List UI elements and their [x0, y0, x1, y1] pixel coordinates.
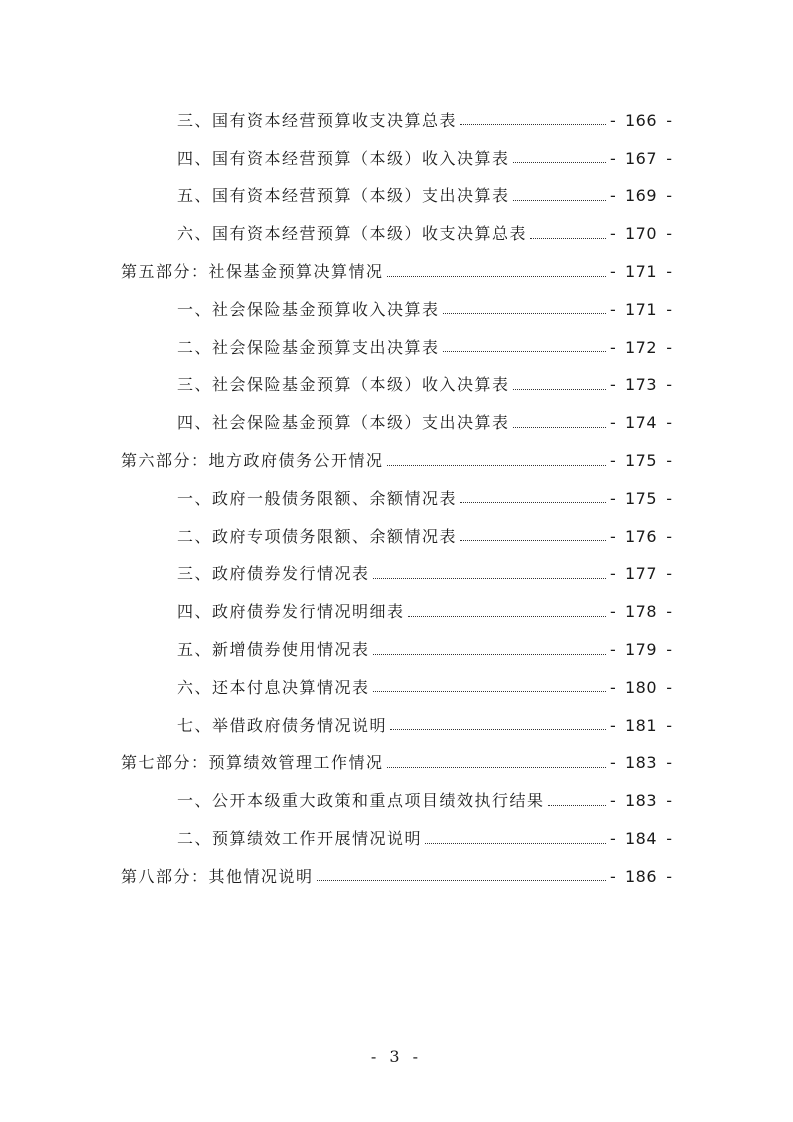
- toc-entry-page: - 175 -: [610, 451, 672, 471]
- toc-section-entry[interactable]: [0, 782, 793, 820]
- toc-section-entry[interactable]: [0, 480, 793, 518]
- toc-section-entry[interactable]: [0, 329, 793, 367]
- toc-entry-title: 一、政府一般债务限额、余额情况表: [177, 488, 458, 508]
- toc-entry-page-number: 180: [624, 677, 658, 697]
- toc-dot-leader: [373, 691, 606, 692]
- toc-entry-title: 六、还本付息决算情况表: [177, 677, 370, 697]
- toc-entry-page-number: 174: [624, 413, 658, 433]
- toc-entry-title: 一、社会保险基金预算收入决算表: [177, 299, 440, 319]
- toc-section-entry[interactable]: [0, 518, 793, 556]
- toc-section-entry[interactable]: [0, 215, 793, 253]
- toc-entry-page-number: 166: [624, 110, 658, 130]
- toc-entry-page-number: 169: [624, 186, 658, 206]
- toc-dot-leader: [408, 616, 606, 617]
- toc-entry-page: - 179 -: [610, 640, 672, 660]
- toc-entry-page: - 181 -: [610, 715, 672, 735]
- toc-entry-page: - 176 -: [610, 526, 672, 546]
- toc-section-entry[interactable]: [0, 102, 793, 140]
- toc-entry-title: 二、预算绩效工作开展情况说明: [177, 829, 423, 849]
- toc-entry-title: 一、公开本级重大政策和重点项目绩效执行结果: [177, 791, 545, 811]
- toc-dot-leader: [513, 200, 606, 201]
- toc-entry-page-number: 175: [624, 451, 658, 471]
- toc-part-entry[interactable]: [0, 442, 793, 480]
- toc-section-entry[interactable]: [0, 291, 793, 329]
- toc-entry-title: 三、国有资本经营预算收支决算总表: [177, 110, 458, 130]
- toc-entry-title: 三、政府债券发行情况表: [177, 564, 370, 584]
- toc-section-entry[interactable]: [0, 669, 793, 707]
- toc-dot-leader: [513, 162, 606, 163]
- toc-dot-leader: [513, 427, 606, 428]
- toc-section-entry[interactable]: [0, 404, 793, 442]
- toc-entry-page-number: 183: [624, 791, 658, 811]
- toc-entry-title: 四、国有资本经营预算（本级）收入决算表: [177, 148, 510, 168]
- toc-entry-page: - 177 -: [610, 564, 672, 584]
- toc-entry-page-number: 171: [624, 299, 658, 319]
- toc-entry-page: - 171 -: [610, 299, 672, 319]
- toc-entry-title: 第五部分：社保基金预算决算情况: [121, 262, 384, 282]
- toc-part-entry[interactable]: [0, 858, 793, 896]
- toc-section-entry[interactable]: [0, 178, 793, 216]
- toc-entry-title: 第八部分：其他情况说明: [121, 866, 314, 886]
- toc-entry-page: - 183 -: [610, 791, 672, 811]
- toc-entry-page: - 184 -: [610, 829, 672, 849]
- toc-entry-title: 二、社会保险基金预算支出决算表: [177, 337, 440, 357]
- toc-entry-page-number: 184: [624, 829, 658, 849]
- toc-dot-leader: [373, 578, 606, 579]
- toc-section-entry[interactable]: [0, 556, 793, 594]
- toc-entry-page-number: 172: [624, 337, 658, 357]
- toc-entry-title: 五、新增债券使用情况表: [177, 640, 370, 660]
- toc-entry-page-number: 167: [624, 148, 658, 168]
- toc-part-entry[interactable]: [0, 253, 793, 291]
- toc-entry-page: - 186 -: [610, 866, 672, 886]
- toc-entry-title: 四、社会保险基金预算（本级）支出决算表: [177, 413, 510, 433]
- toc-dot-leader: [530, 238, 606, 239]
- toc-entry-page-number: 175: [624, 488, 658, 508]
- table-of-contents: [0, 102, 793, 896]
- toc-entry-title: 五、国有资本经营预算（本级）支出决算表: [177, 186, 510, 206]
- toc-entry-page: - 170 -: [610, 224, 672, 244]
- toc-entry-page-number: 177: [624, 564, 658, 584]
- toc-entry-page-number: 181: [624, 715, 658, 735]
- toc-entry-page: - 166 -: [610, 110, 672, 130]
- toc-entry-title: 第七部分：预算绩效管理工作情况: [121, 753, 384, 773]
- toc-entry-page: - 183 -: [610, 753, 672, 773]
- toc-dot-leader: [513, 389, 606, 390]
- toc-entry-page-number: 183: [624, 753, 658, 773]
- toc-entry-page-number: 178: [624, 602, 658, 622]
- toc-dot-leader: [317, 880, 606, 881]
- toc-section-entry[interactable]: [0, 593, 793, 631]
- toc-entry-title: 第六部分：地方政府债务公开情况: [121, 451, 384, 471]
- toc-dot-leader: [387, 767, 606, 768]
- toc-section-entry[interactable]: [0, 140, 793, 178]
- toc-entry-page-number: 186: [624, 866, 658, 886]
- toc-entry-page-number: 173: [624, 375, 658, 395]
- toc-entry-page: - 175 -: [610, 488, 672, 508]
- toc-dot-leader: [425, 843, 606, 844]
- toc-entry-title: 四、政府债券发行情况明细表: [177, 602, 405, 622]
- toc-entry-title: 二、政府专项债务限额、余额情况表: [177, 526, 458, 546]
- page-number: - 3 -: [370, 1047, 423, 1066]
- toc-part-entry[interactable]: [0, 745, 793, 783]
- toc-entry-page: - 169 -: [610, 186, 672, 206]
- toc-section-entry[interactable]: [0, 631, 793, 669]
- toc-entry-page-number: 171: [624, 262, 658, 282]
- toc-entry-page: - 178 -: [610, 602, 672, 622]
- toc-entry-page-number: 170: [624, 224, 658, 244]
- toc-dot-leader: [373, 654, 606, 655]
- toc-dot-leader: [387, 276, 606, 277]
- toc-entry-page: - 174 -: [610, 413, 672, 433]
- toc-dot-leader: [387, 465, 606, 466]
- toc-entry-title: 六、国有资本经营预算（本级）收支决算总表: [177, 224, 528, 244]
- toc-dot-leader: [443, 351, 606, 352]
- toc-entry-page-number: 176: [624, 526, 658, 546]
- toc-entry-title: 三、社会保险基金预算（本级）收入决算表: [177, 375, 510, 395]
- toc-section-entry[interactable]: [0, 820, 793, 858]
- toc-section-entry[interactable]: [0, 367, 793, 405]
- toc-dot-leader: [443, 313, 606, 314]
- toc-section-entry[interactable]: [0, 707, 793, 745]
- toc-entry-page: - 173 -: [610, 375, 672, 395]
- toc-entry-page: - 171 -: [610, 262, 672, 282]
- toc-dot-leader: [460, 502, 606, 503]
- toc-entry-title: 七、举借政府债务情况说明: [177, 715, 388, 735]
- toc-dot-leader: [548, 805, 606, 806]
- toc-entry-page: - 180 -: [610, 677, 672, 697]
- toc-entry-page: - 172 -: [610, 337, 672, 357]
- toc-dot-leader: [390, 729, 606, 730]
- toc-entry-page: - 167 -: [610, 148, 672, 168]
- toc-dot-leader: [460, 540, 606, 541]
- toc-dot-leader: [460, 124, 606, 125]
- toc-entry-page-number: 179: [624, 640, 658, 660]
